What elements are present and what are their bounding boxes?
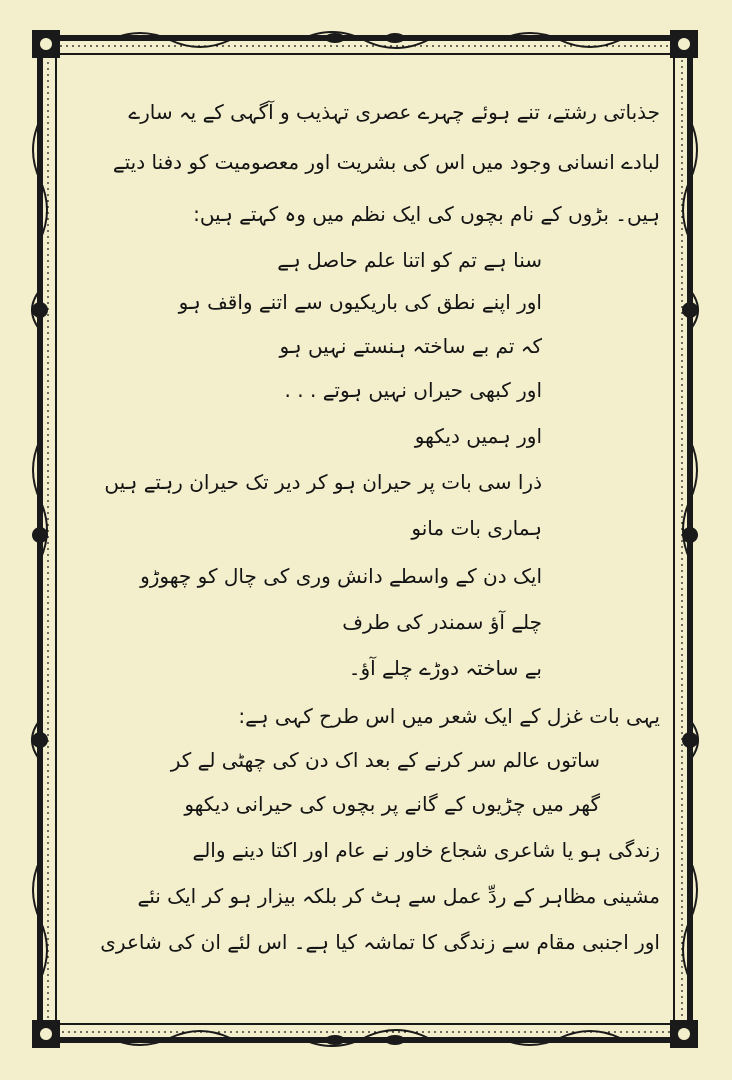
text-line: ہیں۔ بڑوں کے نام بچوں کی ایک نظم میں وہ کہتے ہیں: [193, 202, 660, 226]
text-line: اور اپنے نطق کی باریکیوں سے اتنے واقف ہو [178, 290, 542, 314]
text-line: یہی بات غزل کے ایک شعر میں اس طرح کہی ہے: [238, 704, 660, 728]
text-line: بے ساختہ دوڑے چلے آؤ۔ [348, 656, 542, 680]
page-text [82, 96, 660, 976]
text-line: اور کبھی حیراں نہیں ہوتے . . . [284, 378, 542, 402]
text-line: کہ تم بے ساختہ ہنستے نہیں ہو [279, 334, 542, 358]
text-line: اور ہمیں دیکھو [414, 424, 542, 448]
text-line: زندگی ہو یا شاعری شجاع خاور نے عام اور اکتا دینے والے [192, 838, 660, 862]
text-line: مشینی مظاہر کے ردِّ عمل سے ہٹ کر بلکہ بیزار ہو کر ایک نئے [137, 884, 660, 908]
text-line: اور اجنبی مقام سے زندگی کا تماشہ کیا ہے۔ اس لئے ان کی شاعری [100, 930, 660, 954]
text-line: ہماری بات مانو [411, 516, 542, 540]
text-line: سنا ہے تم کو اتنا علم حاصل ہے [277, 248, 542, 272]
text-line: جذباتی رشتے، تنے ہوئے چہرے عصری تہذیب و آگہی کے یہ سارے [128, 100, 660, 124]
text-line: ساتوں عالم سر کرنے کے بعد اک دن کی چھٹی لے کر [170, 748, 600, 772]
text-line: گھر میں چڑیوں کے گانے پر بچوں کی حیرانی دیکھو [184, 792, 600, 816]
text-line: چلے آؤ سمندر کی طرف [342, 610, 542, 634]
text-line: ذرا سی بات پر حیران ہو کر دیر تک حیران رہتے ہیں [104, 470, 542, 494]
text-line: لبادے انسانی وجود میں اس کی بشریت اور معصومیت کو دفنا دیتے [112, 150, 660, 174]
text-line: ایک دن کے واسطے دانش وری کی چال کو چھوڑو [140, 564, 542, 588]
